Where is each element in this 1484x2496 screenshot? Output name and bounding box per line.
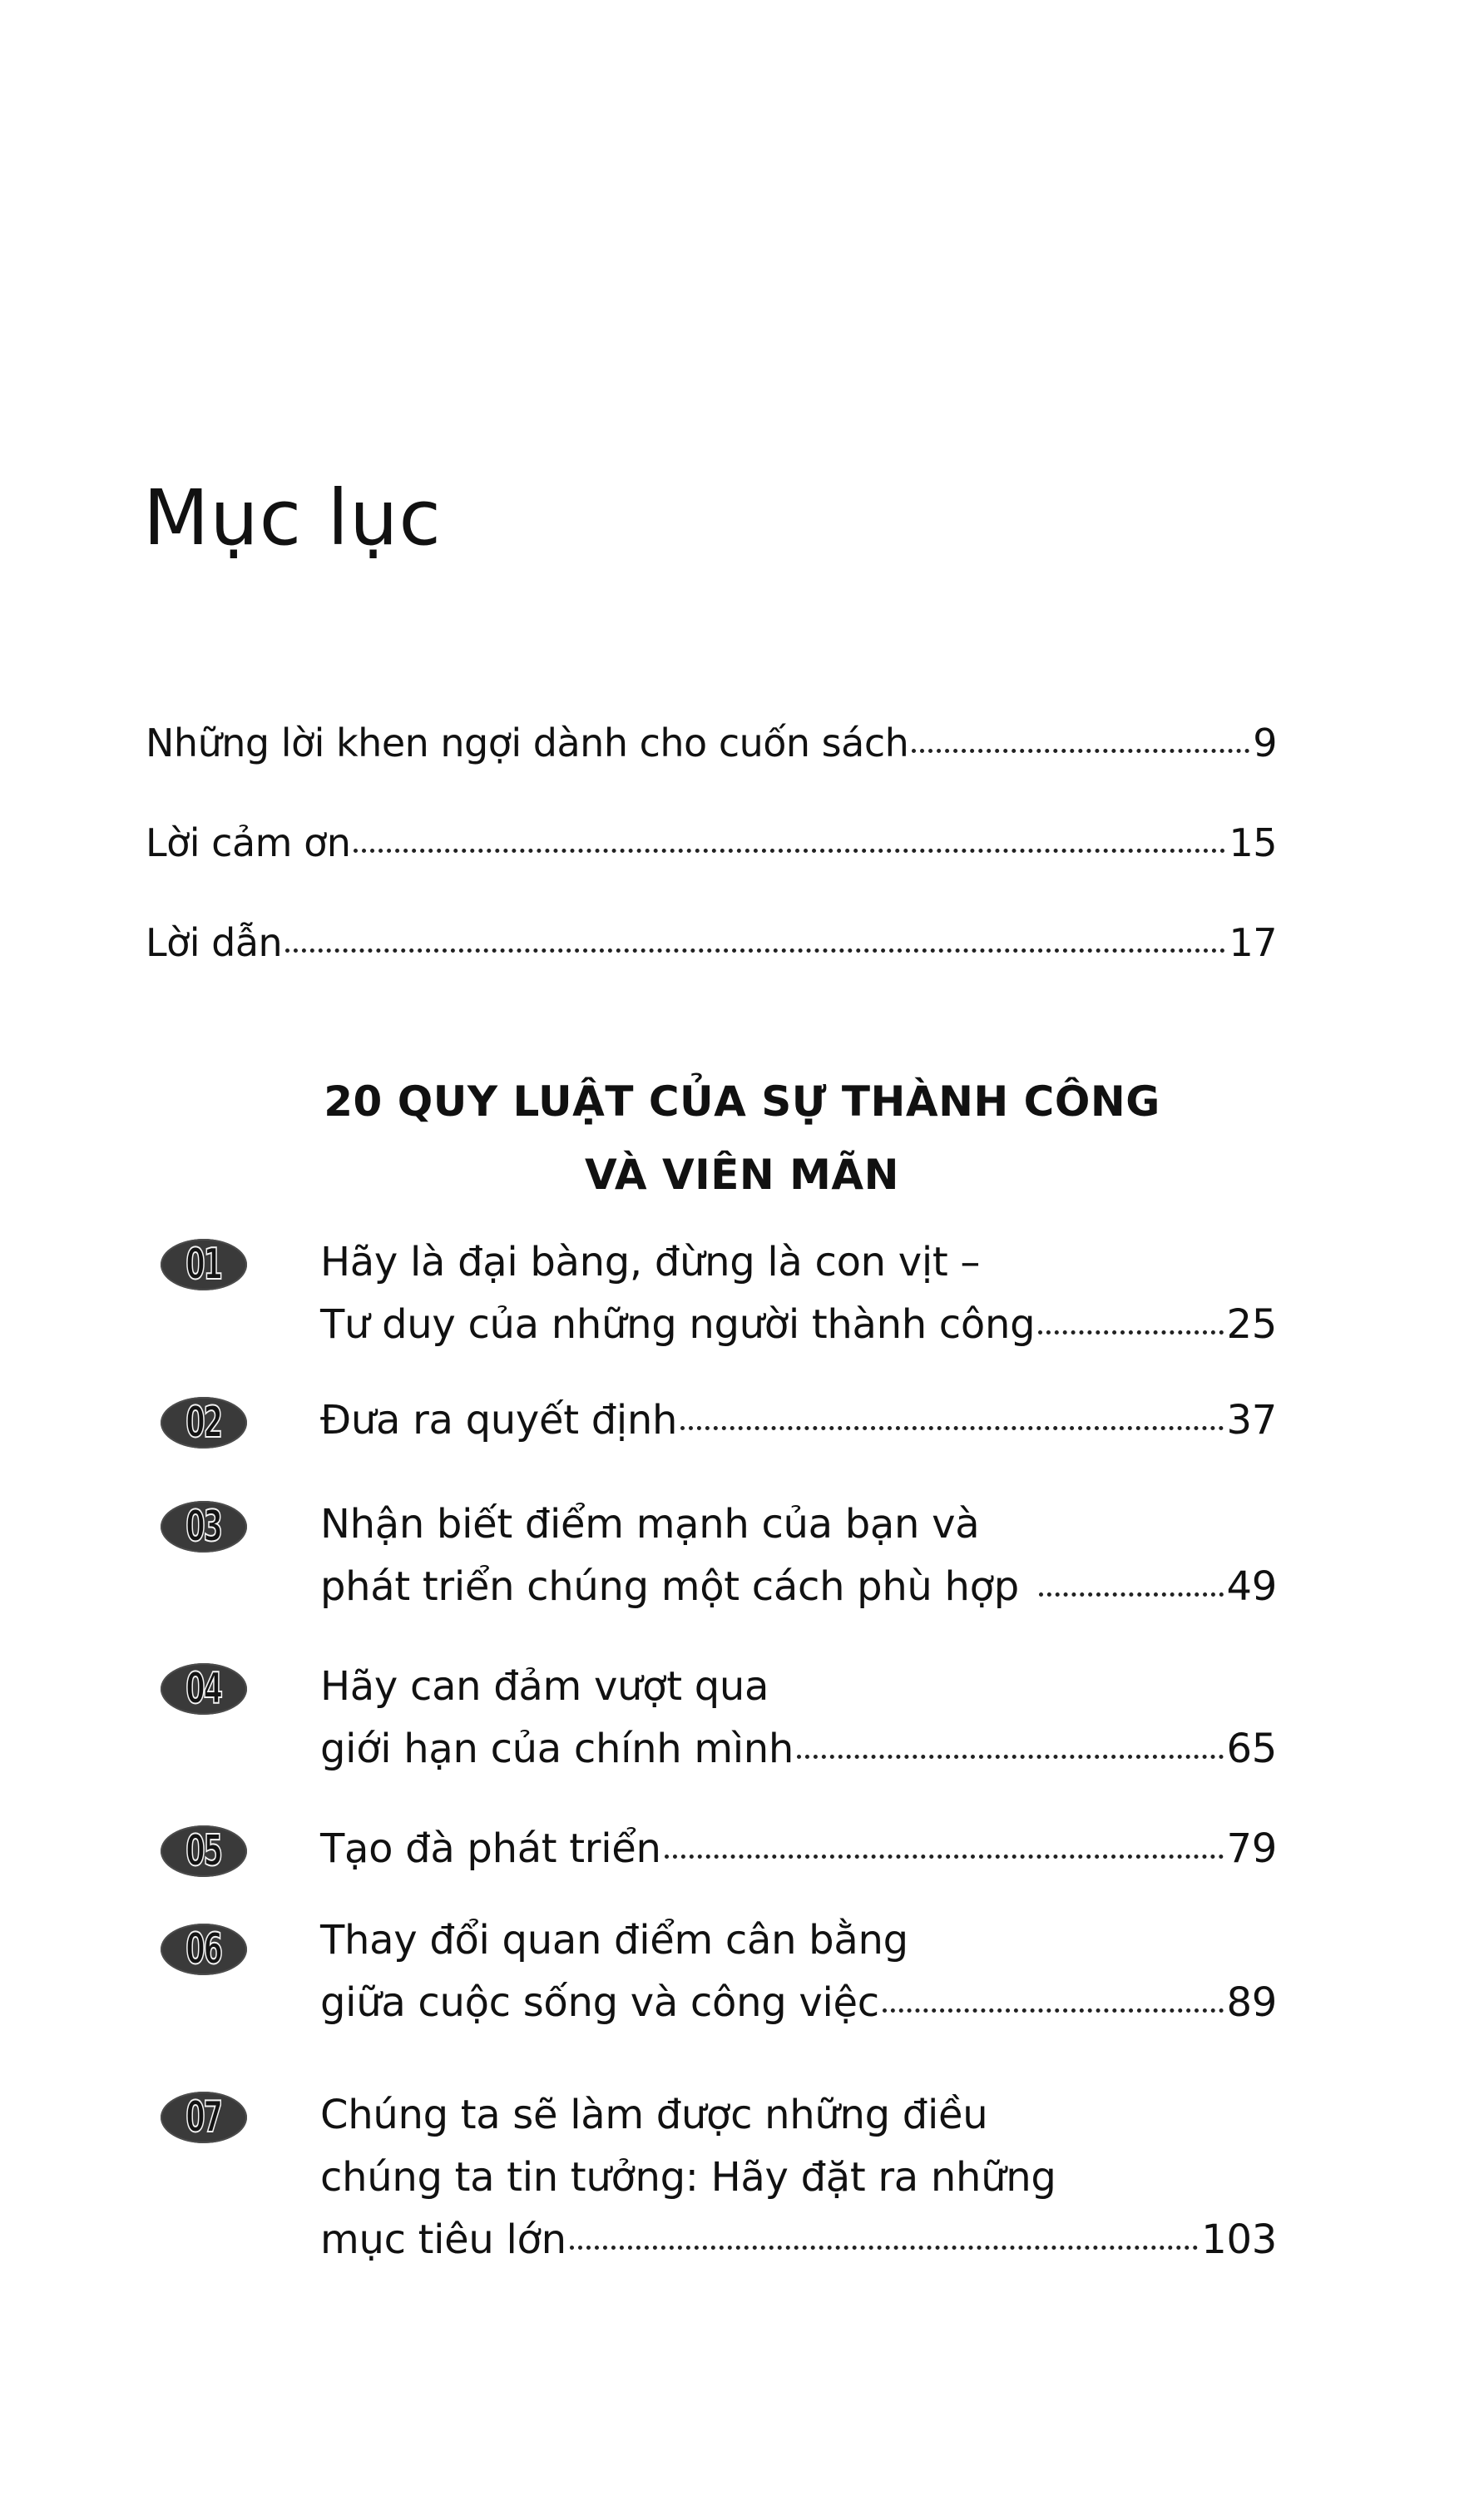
dot-leader bbox=[797, 1755, 1223, 1759]
toc-entry-page: 17 bbox=[1229, 920, 1277, 965]
chapter-page: 89 bbox=[1226, 1979, 1277, 2026]
chapter-page: 79 bbox=[1226, 1825, 1277, 1872]
chapter-number-badge bbox=[161, 1825, 247, 1877]
chapter-title-line: Chúng ta sẽ làm được những điều bbox=[320, 2092, 988, 2138]
chapter-number: 01 bbox=[186, 1240, 222, 1290]
chapter-number: 03 bbox=[186, 1502, 222, 1552]
chapter-title bbox=[320, 2084, 1277, 2271]
toc-entry-page: 9 bbox=[1253, 721, 1277, 765]
toc-entry-introduction[interactable] bbox=[146, 920, 1277, 965]
toc-entry-label: Lời dẫn bbox=[146, 920, 283, 965]
chapter-number-badge bbox=[161, 2092, 247, 2143]
chapter-title-last-line bbox=[320, 1818, 1277, 1880]
chapter-number-badge bbox=[161, 1663, 247, 1715]
section-heading-line-2: VÀ VIÊN MÃN bbox=[585, 1151, 899, 1199]
dot-leader bbox=[883, 2008, 1224, 2013]
chapter-title-line: Tư duy của những người thành công bbox=[320, 1301, 1036, 1348]
section-heading bbox=[0, 1065, 1484, 1211]
toc-entry-page: 15 bbox=[1229, 820, 1277, 865]
chapter-title-last-line bbox=[320, 1389, 1277, 1452]
chapter-title-last-line bbox=[320, 1718, 1277, 1780]
chapter-page: 25 bbox=[1226, 1301, 1277, 1348]
chapter-number: 06 bbox=[186, 1924, 222, 1974]
chapter-title-line: giữa cuộc sống và công việc bbox=[320, 1979, 879, 2026]
chapter-title-line: mục tiêu lớn bbox=[320, 2216, 566, 2263]
chapter-page: 37 bbox=[1226, 1397, 1277, 1444]
chapter-title-last-line bbox=[320, 1556, 1277, 1618]
chapter-title-line: Hãy là đại bàng, đừng là con vịt – bbox=[320, 1239, 981, 1285]
chapter-number: 02 bbox=[186, 1398, 222, 1448]
section-heading-line-1: 20 QUY LUẬT CỦA SỰ THÀNH CÔNG bbox=[324, 1077, 1160, 1126]
chapter-title-line: Tạo đà phát triển bbox=[320, 1825, 661, 1872]
chapter-title-line: Nhận biết điểm mạnh của bạn và bbox=[320, 1501, 980, 1548]
chapter-title bbox=[320, 1909, 1277, 2034]
chapter-title-line: Hãy can đảm vượt qua bbox=[320, 1663, 769, 1710]
chapter-title-last-line bbox=[320, 1972, 1277, 2034]
chapter-number: 07 bbox=[186, 2092, 222, 2142]
dot-leader bbox=[1039, 1592, 1224, 1597]
dot-leader bbox=[354, 849, 1225, 853]
chapter-title bbox=[320, 1231, 1277, 1356]
chapter-page: 49 bbox=[1226, 1563, 1277, 1610]
chapter-number-badge bbox=[161, 1501, 247, 1553]
dot-leader bbox=[285, 948, 1225, 953]
chapter-number: 04 bbox=[186, 1664, 222, 1714]
chapter-title-line: phát triển chúng một cách phù hợp bbox=[320, 1563, 1019, 1610]
chapter-title-last-line bbox=[320, 2209, 1277, 2271]
page-title: Mục lục bbox=[143, 473, 442, 562]
chapter-page: 103 bbox=[1201, 2216, 1277, 2263]
chapter-title bbox=[320, 1389, 1277, 1452]
chapter-title-last-line bbox=[320, 1294, 1277, 1356]
toc-entry-praise[interactable] bbox=[146, 721, 1277, 765]
toc-entry-label: Lời cảm ơn bbox=[146, 820, 351, 865]
chapter-title-line: Đưa ra quyết định bbox=[320, 1397, 678, 1444]
toc-entry-label: Những lời khen ngợi dành cho cuốn sách bbox=[146, 721, 909, 765]
dot-leader bbox=[570, 2246, 1199, 2250]
chapter-title-line: chúng ta tin tưởng: Hãy đặt ra những bbox=[320, 2154, 1056, 2201]
dot-leader bbox=[912, 749, 1249, 753]
chapter-number-badge bbox=[161, 1924, 247, 1975]
chapter-number: 05 bbox=[186, 1826, 222, 1876]
toc-entry-acknowledgements[interactable] bbox=[146, 820, 1277, 865]
chapter-page: 65 bbox=[1226, 1726, 1277, 1772]
chapter-title-line: giới hạn của chính mình bbox=[320, 1726, 794, 1772]
chapter-number-badge bbox=[161, 1397, 247, 1449]
dot-leader bbox=[665, 1855, 1224, 1859]
chapter-title bbox=[320, 1656, 1277, 1780]
dot-leader bbox=[680, 1426, 1223, 1430]
chapter-title bbox=[320, 1493, 1277, 1618]
dot-leader bbox=[1038, 1330, 1223, 1335]
chapter-number-badge bbox=[161, 1239, 247, 1290]
chapter-title bbox=[320, 1818, 1277, 1880]
chapter-title-line: Thay đổi quan điểm cân bằng bbox=[320, 1917, 908, 1964]
